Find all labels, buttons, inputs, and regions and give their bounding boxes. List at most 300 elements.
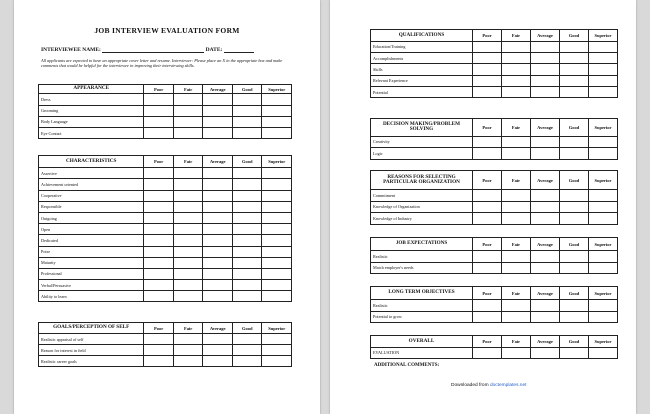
rating-cell-good[interactable] [232,257,262,268]
rating-header-average: Average [531,238,560,251]
table-row [39,94,292,105]
rating-cell-poor[interactable] [144,212,174,223]
rating-cell-good[interactable] [560,148,589,160]
rating-cell-good[interactable] [232,345,262,356]
table-row [39,105,292,116]
rating-cell-average[interactable] [203,235,233,246]
rating-cell-average[interactable] [531,64,560,75]
rating-header-superior: Superior [589,287,618,300]
rating-cell-fair[interactable] [502,347,531,359]
rating-cell-average[interactable] [531,300,560,312]
footer [451,383,526,388]
rating-cell-average[interactable] [203,291,233,302]
criterion-label: Realistic appraisal of self [39,334,144,345]
rating-cell-fair[interactable] [502,41,531,52]
rating-cell-average[interactable] [203,116,233,127]
section-goals [38,322,292,367]
rating-cell-average[interactable] [531,201,560,213]
criterion-label: Maturity [39,257,144,268]
rating-cell-good[interactable] [560,300,589,312]
rating-cell-fair[interactable] [502,136,531,148]
rating-cell-average[interactable] [203,246,233,257]
rating-cell-good[interactable] [232,235,262,246]
rating-cell-average[interactable] [203,280,233,291]
table-row [371,347,618,359]
rating-cell-fair[interactable] [173,345,203,356]
rating-cell-fair[interactable] [173,235,203,246]
rating-cell-poor[interactable] [144,127,174,138]
rating-cell-average[interactable] [203,212,233,223]
table-row [371,148,618,160]
rating-cell-superior[interactable] [262,268,292,279]
rating-cell-good[interactable] [232,280,262,291]
rating-cell-good[interactable] [232,116,262,127]
rating-cell-good[interactable] [232,246,262,257]
rating-cell-poor[interactable] [473,41,502,52]
interviewee-label: INTERVIEWEE NAME: [41,47,101,53]
rating-cell-poor[interactable] [144,105,174,116]
rating-cell-superior[interactable] [589,52,618,63]
criterion-label: Dress [39,94,144,105]
table-row [39,116,292,127]
rating-cell-superior[interactable] [589,41,618,52]
criterion-label: Relevant Experience [371,75,473,86]
rating-cell-superior[interactable] [262,257,292,268]
rating-cell-fair[interactable] [173,105,203,116]
table-row [39,224,292,235]
rating-cell-poor[interactable] [144,235,174,246]
criterion-label: Skills [371,64,473,75]
rating-header-superior: Superior [262,85,292,94]
rating-header-superior: Superior [589,336,618,348]
rating-cell-poor[interactable] [473,262,502,274]
rating-header-good: Good [560,30,589,42]
rating-header-good: Good [560,119,589,137]
rating-cell-good[interactable] [560,201,589,213]
rating-cell-fair[interactable] [502,87,531,98]
rating-cell-poor[interactable] [144,345,174,356]
rating-cell-superior[interactable] [262,201,292,212]
rating-header-poor: Poor [144,156,174,168]
rating-cell-fair[interactable] [502,52,531,63]
rating-cell-average[interactable] [203,190,233,201]
rating-cell-good[interactable] [232,268,262,279]
rating-header-average: Average [531,336,560,348]
rating-cell-average[interactable] [203,345,233,356]
rating-cell-fair[interactable] [173,356,203,367]
rating-cell-good[interactable] [560,190,589,202]
section-title: DECISION MAKING/PROBLEM SOLVING [371,119,473,137]
rating-cell-average[interactable] [531,87,560,98]
table-row [39,345,292,356]
section-title: QUALIFICATIONS [371,30,473,42]
rating-header-fair: Fair [502,238,531,251]
rating-cell-superior[interactable] [262,127,292,138]
table-row [39,235,292,246]
criterion-label: Accomplishments [371,52,473,63]
table-row [39,168,292,179]
rating-cell-poor[interactable] [473,251,502,263]
section-title: APPEARANCE [39,85,144,94]
table-row [371,213,618,225]
rating-header-poor: Poor [473,336,502,348]
table-row [39,257,292,268]
rating-cell-poor[interactable] [473,190,502,202]
criterion-label: Education/Training [371,41,473,52]
rating-cell-superior[interactable] [589,75,618,86]
rating-cell-fair[interactable] [173,127,203,138]
rating-header-average: Average [531,119,560,137]
rating-cell-superior[interactable] [589,87,618,98]
rating-cell-superior[interactable] [262,280,292,291]
rating-cell-fair[interactable] [173,334,203,345]
page-left [14,0,320,414]
rating-cell-superior[interactable] [262,190,292,201]
rating-cell-good[interactable] [560,251,589,263]
rating-cell-superior[interactable] [589,136,618,148]
table-row [39,190,292,201]
rating-cell-good[interactable] [232,94,262,105]
rating-cell-average[interactable] [203,127,233,138]
rating-cell-fair[interactable] [502,262,531,274]
rating-cell-fair[interactable] [173,280,203,291]
rating-header-poor: Poor [473,30,502,42]
rating-cell-good[interactable] [232,190,262,201]
criterion-label: Body Language [39,116,144,127]
rating-cell-superior[interactable] [589,213,618,225]
table-row [371,52,618,63]
rating-cell-fair[interactable] [173,224,203,235]
section-appearance [38,84,292,139]
criterion-label: Verbal/Persuasive [39,280,144,291]
rating-cell-fair[interactable] [502,64,531,75]
rating-cell-superior[interactable] [262,291,292,302]
rating-cell-good[interactable] [560,52,589,63]
rating-cell-superior[interactable] [262,235,292,246]
footer-link[interactable]: doctemplates.net [489,383,527,388]
rating-header-fair: Fair [502,336,531,348]
interviewee-name-field[interactable] [102,47,204,53]
table-row [39,291,292,302]
additional-comments-label: ADDITIONAL COMMENTS: [374,363,440,368]
rating-cell-superior[interactable] [262,179,292,190]
rating-cell-superior[interactable] [589,64,618,75]
interviewee-line [41,47,254,53]
rating-cell-good[interactable] [560,64,589,75]
rating-cell-poor[interactable] [144,268,174,279]
table-row [371,75,618,86]
rating-cell-fair[interactable] [502,251,531,263]
criterion-label: EVALUATION [371,347,473,359]
table-row [39,201,292,212]
rating-cell-average[interactable] [531,311,560,323]
section-reasons [370,170,618,225]
page-right [330,0,636,414]
rating-cell-average[interactable] [203,356,233,367]
rating-cell-average[interactable] [203,268,233,279]
table-row [371,311,618,323]
table-row [371,262,618,274]
rating-cell-fair[interactable] [173,116,203,127]
rating-cell-poor[interactable] [144,168,174,179]
rating-cell-good[interactable] [560,347,589,359]
rating-cell-average[interactable] [531,75,560,86]
rating-cell-poor[interactable] [473,52,502,63]
rating-cell-superior[interactable] [262,116,292,127]
section-title: REASONS FOR SELECTING PARTICULAR ORGANIZATION [371,171,473,190]
rating-cell-fair[interactable] [502,300,531,312]
rating-cell-superior[interactable] [589,300,618,312]
rating-header-good: Good [232,85,262,94]
table-row [371,87,618,98]
rating-header-poor: Poor [473,171,502,190]
rating-header-superior: Superior [589,171,618,190]
rating-header-superior: Superior [262,156,292,168]
table-row [39,280,292,291]
rating-cell-good[interactable] [560,311,589,323]
criterion-label: Realistic [371,300,473,312]
rating-header-fair: Fair [173,85,203,94]
criterion-label: Knowledge of Industry [371,213,473,225]
rating-cell-fair[interactable] [502,75,531,86]
table-row [371,201,618,213]
rating-cell-poor[interactable] [144,356,174,367]
criterion-label: Poise [39,246,144,257]
table-row [39,179,292,190]
criterion-label: Eye Contact [39,127,144,138]
rating-cell-poor[interactable] [473,201,502,213]
criterion-label: Commitment [371,190,473,202]
criterion-label: Reason for interest in field [39,345,144,356]
rating-cell-fair[interactable] [173,246,203,257]
section-title: OVERALL [371,336,473,348]
rating-cell-fair[interactable] [502,148,531,160]
rating-cell-superior[interactable] [262,356,292,367]
rating-header-fair: Fair [173,323,203,334]
rating-cell-average[interactable] [531,213,560,225]
rating-cell-average[interactable] [203,168,233,179]
rating-cell-superior[interactable] [262,94,292,105]
rating-cell-fair[interactable] [173,257,203,268]
rating-header-good: Good [560,238,589,251]
rating-cell-poor[interactable] [144,116,174,127]
rating-header-average: Average [203,156,233,168]
rating-cell-good[interactable] [232,356,262,367]
rating-cell-good[interactable] [560,136,589,148]
rating-cell-poor[interactable] [144,201,174,212]
criterion-label: Assertive [39,168,144,179]
rating-header-fair: Fair [502,30,531,42]
section-characteristics [38,155,292,302]
rating-header-fair: Fair [502,171,531,190]
rating-cell-fair[interactable] [502,201,531,213]
rating-cell-poor[interactable] [144,291,174,302]
rating-header-poor: Poor [473,119,502,137]
rating-cell-poor[interactable] [473,148,502,160]
rating-cell-fair[interactable] [173,201,203,212]
rating-header-average: Average [203,323,233,334]
rating-header-superior: Superior [589,30,618,42]
rating-cell-poor[interactable] [473,300,502,312]
rating-cell-superior[interactable] [262,168,292,179]
rating-cell-good[interactable] [560,87,589,98]
section-title: CHARACTERISTICS [39,156,144,168]
rating-cell-average[interactable] [203,105,233,116]
rating-cell-superior[interactable] [262,224,292,235]
table-row [39,246,292,257]
rating-header-poor: Poor [144,85,174,94]
rating-header-superior: Superior [262,323,292,334]
rating-cell-good[interactable] [232,224,262,235]
rating-header-poor: Poor [473,238,502,251]
rating-cell-fair[interactable] [173,291,203,302]
rating-header-good: Good [232,156,262,168]
rating-cell-average[interactable] [531,262,560,274]
rating-cell-good[interactable] [560,262,589,274]
rating-cell-poor[interactable] [144,280,174,291]
rating-cell-poor[interactable] [473,64,502,75]
criterion-label: Professional [39,268,144,279]
rating-cell-superior[interactable] [262,105,292,116]
rating-cell-average[interactable] [531,251,560,263]
rating-cell-average[interactable] [531,41,560,52]
rating-cell-superior[interactable] [262,345,292,356]
rating-cell-average[interactable] [203,334,233,345]
table-row [39,212,292,223]
rating-cell-average[interactable] [203,94,233,105]
rating-cell-average[interactable] [531,148,560,160]
rating-cell-fair[interactable] [173,179,203,190]
rating-cell-superior[interactable] [262,212,292,223]
rating-header-average: Average [531,287,560,300]
rating-cell-average[interactable] [203,257,233,268]
rating-cell-poor[interactable] [473,87,502,98]
rating-header-average: Average [531,30,560,42]
rating-cell-average[interactable] [531,52,560,63]
rating-cell-poor[interactable] [144,224,174,235]
criterion-label: Cooperative [39,190,144,201]
rating-header-average: Average [531,171,560,190]
criterion-label: Potential to grow [371,311,473,323]
rating-cell-good[interactable] [232,127,262,138]
table-row [39,127,292,138]
rating-cell-fair[interactable] [173,94,203,105]
section-expectations [370,237,618,274]
rating-cell-poor[interactable] [144,257,174,268]
rating-cell-poor[interactable] [473,311,502,323]
rating-cell-average[interactable] [203,224,233,235]
criterion-label: Creativity [371,136,473,148]
rating-cell-average[interactable] [531,136,560,148]
criterion-label: Realistic [371,251,473,263]
section-overall [370,335,618,359]
rating-cell-poor[interactable] [144,246,174,257]
table-row [371,190,618,202]
rating-header-poor: Poor [473,287,502,300]
rating-cell-good[interactable] [232,291,262,302]
rating-cell-superior[interactable] [589,311,618,323]
rating-cell-good[interactable] [560,213,589,225]
rating-cell-good[interactable] [560,41,589,52]
table-row [371,251,618,263]
rating-cell-poor[interactable] [473,136,502,148]
rating-cell-average[interactable] [203,179,233,190]
rating-cell-good[interactable] [232,212,262,223]
rating-cell-poor[interactable] [473,213,502,225]
section-title: GOALS/PERCEPTION OF SELF [39,323,144,334]
rating-cell-fair[interactable] [173,212,203,223]
rating-cell-average[interactable] [531,347,560,359]
rating-header-fair: Fair [502,287,531,300]
rating-cell-superior[interactable] [262,334,292,345]
rating-cell-good[interactable] [560,75,589,86]
rating-header-good: Good [560,171,589,190]
rating-cell-superior[interactable] [262,246,292,257]
rating-cell-fair[interactable] [502,311,531,323]
rating-cell-superior[interactable] [589,148,618,160]
rating-header-superior: Superior [589,238,618,251]
rating-cell-poor[interactable] [144,179,174,190]
rating-cell-superior[interactable] [589,251,618,263]
rating-cell-good[interactable] [232,168,262,179]
rating-header-good: Good [560,336,589,348]
instructions: All applicants are expected to have an appropriate cover letter and resume. Interviewer: Please place an X in the appropriate box and make comments that would be helpful for the interviewee in improving their interviewing skills. [41,58,283,69]
section-title: LONG TERM OBJECTIVES [371,287,473,300]
rating-cell-fair[interactable] [173,190,203,201]
rating-cell-good[interactable] [232,179,262,190]
date-field[interactable] [224,47,254,53]
criterion-label: Realistic career goals [39,356,144,367]
rating-cell-good[interactable] [232,105,262,116]
rating-cell-average[interactable] [531,190,560,202]
criterion-label: Potential [371,87,473,98]
table-row [371,64,618,75]
section-decision [370,118,618,160]
table-row [39,334,292,345]
criterion-label: Logic [371,148,473,160]
criterion-label: Match employer's needs [371,262,473,274]
rating-cell-fair[interactable] [173,168,203,179]
rating-cell-superior[interactable] [589,262,618,274]
rating-cell-superior[interactable] [589,347,618,359]
table-row [39,356,292,367]
criterion-label: Achievement oriented [39,179,144,190]
rating-cell-good[interactable] [232,201,262,212]
rating-cell-superior[interactable] [589,190,618,202]
rating-cell-poor[interactable] [473,347,502,359]
rating-cell-superior[interactable] [589,201,618,213]
rating-cell-average[interactable] [203,201,233,212]
rating-cell-poor[interactable] [473,75,502,86]
criterion-label: Open [39,224,144,235]
rating-cell-fair[interactable] [173,268,203,279]
rating-header-fair: Fair [173,156,203,168]
rating-cell-good[interactable] [232,334,262,345]
rating-cell-fair[interactable] [502,213,531,225]
rating-cell-fair[interactable] [502,190,531,202]
criterion-label: Ability to learn [39,291,144,302]
rating-cell-poor[interactable] [144,94,174,105]
rating-header-good: Good [560,287,589,300]
criterion-label: Grooming [39,105,144,116]
criterion-label: Outgoing [39,212,144,223]
rating-cell-poor[interactable] [144,190,174,201]
rating-header-average: Average [203,85,233,94]
table-row [371,136,618,148]
rating-cell-poor[interactable] [144,334,174,345]
footer-prefix: Downloaded from [451,383,490,388]
rating-header-poor: Poor [144,323,174,334]
